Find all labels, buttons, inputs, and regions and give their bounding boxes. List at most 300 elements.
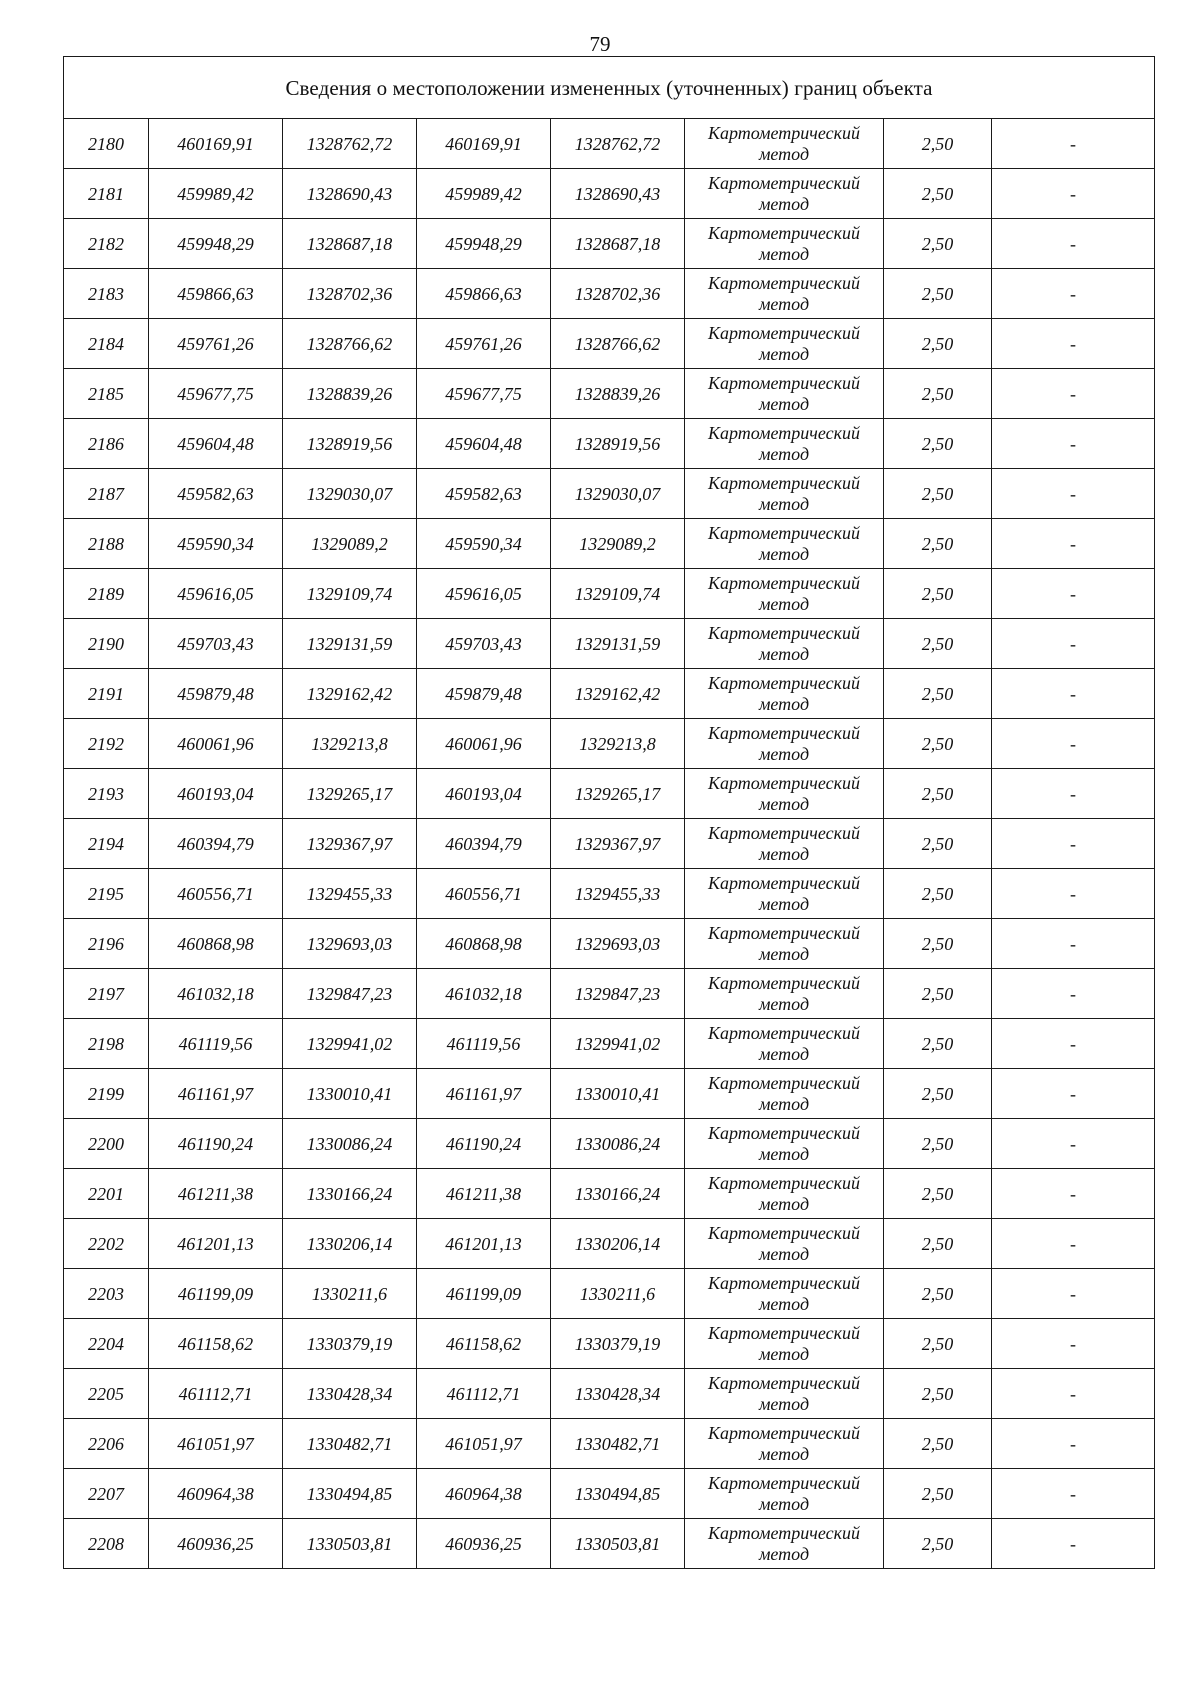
method-cell: [685, 319, 884, 369]
method-cell: [685, 1419, 884, 1469]
point-number-cell: 2205: [64, 1369, 149, 1419]
table-row: [64, 1519, 1155, 1569]
method-line-1: Картометрический: [707, 1222, 860, 1243]
x-new-cell: 459948,29: [417, 219, 551, 269]
y-new-cell: 1329162,42: [551, 669, 685, 719]
method-cell: [685, 1219, 884, 1269]
point-number-cell: 2186: [64, 419, 149, 469]
method-line-1: Картометрический: [707, 872, 860, 893]
method-line-1: Картометрический: [707, 1472, 860, 1493]
x-new-cell: 459866,63: [417, 269, 551, 319]
x-existing-cell: 461112,71: [149, 1369, 283, 1419]
precision-cell: 2,50: [884, 869, 992, 919]
description-cell: -: [992, 969, 1155, 1019]
method-cell: [685, 169, 884, 219]
table-row: [64, 1169, 1155, 1219]
method-line-1: Картометрический: [707, 422, 860, 443]
description-cell: -: [992, 1519, 1155, 1569]
table-row: [64, 369, 1155, 419]
x-new-cell: 460061,96: [417, 719, 551, 769]
method-line-2: метод: [758, 493, 810, 514]
table-row: [64, 669, 1155, 719]
y-new-cell: 1330379,19: [551, 1319, 685, 1369]
x-existing-cell: 459879,48: [149, 669, 283, 719]
point-number-cell: 2203: [64, 1269, 149, 1319]
method-line-1: Картометрический: [707, 1072, 860, 1093]
y-existing-cell: 1329030,07: [283, 469, 417, 519]
method-line-2: метод: [758, 1493, 810, 1514]
y-existing-cell: 1330010,41: [283, 1069, 417, 1119]
description-cell: -: [992, 419, 1155, 469]
y-new-cell: 1329131,59: [551, 619, 685, 669]
point-number-cell: 2187: [64, 469, 149, 519]
x-new-cell: 461158,62: [417, 1319, 551, 1369]
description-cell: -: [992, 469, 1155, 519]
method-line-1: Картометрический: [707, 1272, 860, 1293]
method-cell: [685, 1519, 884, 1569]
table-row: [64, 1119, 1155, 1169]
x-existing-cell: 460964,38: [149, 1469, 283, 1519]
x-existing-cell: 461032,18: [149, 969, 283, 1019]
y-new-cell: 1328839,26: [551, 369, 685, 419]
method-line-1: Картометрический: [707, 1122, 860, 1143]
x-existing-cell: 460193,04: [149, 769, 283, 819]
precision-cell: 2,50: [884, 1419, 992, 1469]
table-row: [64, 1419, 1155, 1469]
point-number-cell: 2191: [64, 669, 149, 719]
precision-cell: 2,50: [884, 169, 992, 219]
x-new-cell: 460964,38: [417, 1469, 551, 1519]
method-cell: [685, 219, 884, 269]
point-number-cell: 2193: [64, 769, 149, 819]
method-cell: [685, 1119, 884, 1169]
y-existing-cell: 1330206,14: [283, 1219, 417, 1269]
precision-cell: 2,50: [884, 769, 992, 819]
method-cell: [685, 419, 884, 469]
x-existing-cell: 459866,63: [149, 269, 283, 319]
method-line-2: метод: [758, 1043, 810, 1064]
y-existing-cell: 1328919,56: [283, 419, 417, 469]
description-cell: -: [992, 519, 1155, 569]
point-number-cell: 2182: [64, 219, 149, 269]
description-cell: -: [992, 819, 1155, 869]
table-row: [64, 169, 1155, 219]
y-existing-cell: 1329941,02: [283, 1019, 417, 1069]
x-existing-cell: 460556,71: [149, 869, 283, 919]
method-line-1: Картометрический: [707, 972, 860, 993]
point-number-cell: 2184: [64, 319, 149, 369]
point-number-cell: 2204: [64, 1319, 149, 1369]
x-existing-cell: 461199,09: [149, 1269, 283, 1319]
table-row: [64, 1369, 1155, 1419]
method-line-1: Картометрический: [707, 1422, 860, 1443]
x-new-cell: 460394,79: [417, 819, 551, 869]
x-existing-cell: 459703,43: [149, 619, 283, 669]
y-new-cell: 1329265,17: [551, 769, 685, 819]
point-number-cell: 2190: [64, 619, 149, 669]
method-line-2: метод: [758, 593, 810, 614]
y-new-cell: 1330166,24: [551, 1169, 685, 1219]
method-line-2: метод: [758, 643, 810, 664]
point-number-cell: 2194: [64, 819, 149, 869]
precision-cell: 2,50: [884, 369, 992, 419]
table-row: [64, 1319, 1155, 1369]
x-existing-cell: 461161,97: [149, 1069, 283, 1119]
y-new-cell: 1330086,24: [551, 1119, 685, 1169]
y-existing-cell: 1330211,6: [283, 1269, 417, 1319]
y-new-cell: 1330482,71: [551, 1419, 685, 1469]
method-cell: [685, 119, 884, 169]
precision-cell: 2,50: [884, 1319, 992, 1369]
method-line-1: Картометрический: [707, 1172, 860, 1193]
method-line-2: метод: [758, 1243, 810, 1264]
y-existing-cell: 1329693,03: [283, 919, 417, 969]
method-cell: [685, 1469, 884, 1519]
method-cell: [685, 269, 884, 319]
x-existing-cell: 460169,91: [149, 119, 283, 169]
x-existing-cell: 461190,24: [149, 1119, 283, 1169]
precision-cell: 2,50: [884, 1169, 992, 1219]
description-cell: -: [992, 869, 1155, 919]
method-line-1: Картометрический: [707, 472, 860, 493]
point-number-cell: 2202: [64, 1219, 149, 1269]
precision-cell: 2,50: [884, 469, 992, 519]
method-line-2: метод: [758, 843, 810, 864]
method-line-1: Картометрический: [707, 172, 860, 193]
method-cell: [685, 1169, 884, 1219]
y-new-cell: 1330010,41: [551, 1069, 685, 1119]
y-existing-cell: 1330428,34: [283, 1369, 417, 1419]
x-existing-cell: 460394,79: [149, 819, 283, 869]
y-new-cell: 1330211,6: [551, 1269, 685, 1319]
description-cell: -: [992, 1119, 1155, 1169]
x-new-cell: 459879,48: [417, 669, 551, 719]
y-new-cell: 1329109,74: [551, 569, 685, 619]
point-number-cell: 2196: [64, 919, 149, 969]
table-row: [64, 919, 1155, 969]
precision-cell: 2,50: [884, 969, 992, 1019]
method-line-2: метод: [758, 443, 810, 464]
point-number-cell: 2185: [64, 369, 149, 419]
table-row: [64, 819, 1155, 869]
y-new-cell: 1329367,97: [551, 819, 685, 869]
x-new-cell: 459703,43: [417, 619, 551, 669]
y-existing-cell: 1330482,71: [283, 1419, 417, 1469]
x-new-cell: 460556,71: [417, 869, 551, 919]
method-cell: [685, 1069, 884, 1119]
y-new-cell: 1328919,56: [551, 419, 685, 469]
precision-cell: 2,50: [884, 819, 992, 869]
method-line-2: метод: [758, 243, 810, 264]
table-row: [64, 719, 1155, 769]
description-cell: -: [992, 1069, 1155, 1119]
x-existing-cell: 459677,75: [149, 369, 283, 419]
point-number-cell: 2198: [64, 1019, 149, 1069]
description-cell: -: [992, 1319, 1155, 1369]
y-new-cell: 1330428,34: [551, 1369, 685, 1419]
y-new-cell: 1329030,07: [551, 469, 685, 519]
method-line-1: Картометрический: [707, 772, 860, 793]
method-line-1: Картометрический: [707, 722, 860, 743]
point-number-cell: 2195: [64, 869, 149, 919]
table-row: [64, 419, 1155, 469]
x-existing-cell: 461119,56: [149, 1019, 283, 1069]
table-row: [64, 969, 1155, 1019]
point-number-cell: 2199: [64, 1069, 149, 1119]
y-existing-cell: 1328690,43: [283, 169, 417, 219]
point-number-cell: 2180: [64, 119, 149, 169]
table-row: [64, 869, 1155, 919]
method-line-1: Картометрический: [707, 672, 860, 693]
x-new-cell: 460169,91: [417, 119, 551, 169]
y-existing-cell: 1330086,24: [283, 1119, 417, 1169]
method-line-1: Картометрический: [707, 1372, 860, 1393]
method-line-2: метод: [758, 393, 810, 414]
y-new-cell: 1329693,03: [551, 919, 685, 969]
y-new-cell: 1329941,02: [551, 1019, 685, 1069]
method-line-2: метод: [758, 1343, 810, 1364]
x-existing-cell: 461158,62: [149, 1319, 283, 1369]
y-new-cell: 1328687,18: [551, 219, 685, 269]
method-cell: [685, 1019, 884, 1069]
x-new-cell: 461112,71: [417, 1369, 551, 1419]
method-line-1: Картометрический: [707, 822, 860, 843]
x-existing-cell: 461201,13: [149, 1219, 283, 1269]
method-cell: [685, 1269, 884, 1319]
x-new-cell: 461199,09: [417, 1269, 551, 1319]
description-cell: -: [992, 669, 1155, 719]
precision-cell: 2,50: [884, 1269, 992, 1319]
y-existing-cell: 1328687,18: [283, 219, 417, 269]
description-cell: -: [992, 769, 1155, 819]
point-number-cell: 2183: [64, 269, 149, 319]
x-existing-cell: 460936,25: [149, 1519, 283, 1569]
method-cell: [685, 1369, 884, 1419]
method-line-2: метод: [758, 1293, 810, 1314]
method-line-1: Картометрический: [707, 1322, 860, 1343]
x-new-cell: 461201,13: [417, 1219, 551, 1269]
y-existing-cell: 1329213,8: [283, 719, 417, 769]
x-new-cell: 460868,98: [417, 919, 551, 969]
description-cell: -: [992, 1469, 1155, 1519]
table-row: [64, 569, 1155, 619]
y-existing-cell: 1328762,72: [283, 119, 417, 169]
method-cell: [685, 769, 884, 819]
point-number-cell: 2181: [64, 169, 149, 219]
method-cell: [685, 819, 884, 869]
precision-cell: 2,50: [884, 1219, 992, 1269]
description-cell: -: [992, 1419, 1155, 1469]
description-cell: -: [992, 169, 1155, 219]
method-line-1: Картометрический: [707, 372, 860, 393]
y-new-cell: 1329455,33: [551, 869, 685, 919]
x-new-cell: 461211,38: [417, 1169, 551, 1219]
precision-cell: 2,50: [884, 419, 992, 469]
point-number-cell: 2206: [64, 1419, 149, 1469]
point-number-cell: 2197: [64, 969, 149, 1019]
method-line-2: метод: [758, 1193, 810, 1214]
method-line-2: метод: [758, 1443, 810, 1464]
x-new-cell: 461119,56: [417, 1019, 551, 1069]
precision-cell: 2,50: [884, 1519, 992, 1569]
precision-cell: 2,50: [884, 1019, 992, 1069]
precision-cell: 2,50: [884, 219, 992, 269]
y-existing-cell: 1330503,81: [283, 1519, 417, 1569]
y-new-cell: 1328702,36: [551, 269, 685, 319]
x-new-cell: 459677,75: [417, 369, 551, 419]
method-cell: [685, 719, 884, 769]
description-cell: -: [992, 1269, 1155, 1319]
x-existing-cell: 459590,34: [149, 519, 283, 569]
description-cell: -: [992, 319, 1155, 369]
method-line-2: метод: [758, 1543, 810, 1564]
x-existing-cell: 459616,05: [149, 569, 283, 619]
table-row: [64, 1019, 1155, 1069]
table-row: [64, 319, 1155, 369]
method-line-2: метод: [758, 893, 810, 914]
method-line-1: Картометрический: [707, 1022, 860, 1043]
method-line-1: Картометрический: [707, 522, 860, 543]
method-line-2: метод: [758, 343, 810, 364]
table-title-row: [64, 57, 1155, 119]
description-cell: -: [992, 1019, 1155, 1069]
y-new-cell: 1330206,14: [551, 1219, 685, 1269]
method-line-1: Картометрический: [707, 622, 860, 643]
precision-cell: 2,50: [884, 519, 992, 569]
precision-cell: 2,50: [884, 319, 992, 369]
table-row: [64, 469, 1155, 519]
method-cell: [685, 469, 884, 519]
precision-cell: 2,50: [884, 669, 992, 719]
precision-cell: 2,50: [884, 619, 992, 669]
method-line-2: метод: [758, 193, 810, 214]
table-row: [64, 769, 1155, 819]
x-new-cell: 461161,97: [417, 1069, 551, 1119]
y-new-cell: 1330494,85: [551, 1469, 685, 1519]
y-existing-cell: 1329131,59: [283, 619, 417, 669]
x-existing-cell: 461051,97: [149, 1419, 283, 1469]
precision-cell: 2,50: [884, 919, 992, 969]
x-new-cell: 461051,97: [417, 1419, 551, 1469]
y-new-cell: 1329213,8: [551, 719, 685, 769]
precision-cell: 2,50: [884, 719, 992, 769]
x-existing-cell: 459761,26: [149, 319, 283, 369]
method-line-1: Картометрический: [707, 272, 860, 293]
method-line-1: Картометрический: [707, 322, 860, 343]
table-row: [64, 1219, 1155, 1269]
method-line-2: метод: [758, 693, 810, 714]
precision-cell: 2,50: [884, 569, 992, 619]
y-new-cell: 1328690,43: [551, 169, 685, 219]
method-line-2: метод: [758, 293, 810, 314]
point-number-cell: 2207: [64, 1469, 149, 1519]
y-existing-cell: 1328702,36: [283, 269, 417, 319]
point-number-cell: 2188: [64, 519, 149, 569]
y-existing-cell: 1329265,17: [283, 769, 417, 819]
method-line-2: метод: [758, 1393, 810, 1414]
x-new-cell: 461190,24: [417, 1119, 551, 1169]
method-cell: [685, 519, 884, 569]
precision-cell: 2,50: [884, 1069, 992, 1119]
table-row: [64, 219, 1155, 269]
x-existing-cell: 459604,48: [149, 419, 283, 469]
point-number-cell: 2200: [64, 1119, 149, 1169]
method-line-2: метод: [758, 543, 810, 564]
description-cell: -: [992, 269, 1155, 319]
y-existing-cell: 1330166,24: [283, 1169, 417, 1219]
x-new-cell: 459582,63: [417, 469, 551, 519]
table-row: [64, 1269, 1155, 1319]
table-row: [64, 269, 1155, 319]
method-line-1: Картометрический: [707, 922, 860, 943]
table-row: [64, 619, 1155, 669]
description-cell: -: [992, 369, 1155, 419]
x-new-cell: 459989,42: [417, 169, 551, 219]
point-number-cell: 2201: [64, 1169, 149, 1219]
x-new-cell: 460936,25: [417, 1519, 551, 1569]
method-cell: [685, 1319, 884, 1369]
x-existing-cell: 459989,42: [149, 169, 283, 219]
x-new-cell: 459616,05: [417, 569, 551, 619]
x-existing-cell: 459582,63: [149, 469, 283, 519]
description-cell: -: [992, 1369, 1155, 1419]
point-number-cell: 2208: [64, 1519, 149, 1569]
y-existing-cell: 1329367,97: [283, 819, 417, 869]
method-line-2: метод: [758, 743, 810, 764]
x-new-cell: 459761,26: [417, 319, 551, 369]
y-existing-cell: 1329109,74: [283, 569, 417, 619]
method-line-2: метод: [758, 143, 810, 164]
description-cell: -: [992, 1219, 1155, 1269]
point-number-cell: 2192: [64, 719, 149, 769]
method-line-1: Картометрический: [707, 222, 860, 243]
y-existing-cell: 1330379,19: [283, 1319, 417, 1369]
table-title: Сведения о местоположении измененных (уточненных) границ объекта: [64, 57, 1155, 119]
method-cell: [685, 369, 884, 419]
method-cell: [685, 669, 884, 719]
description-cell: -: [992, 119, 1155, 169]
y-existing-cell: 1328766,62: [283, 319, 417, 369]
y-existing-cell: 1330494,85: [283, 1469, 417, 1519]
x-new-cell: 461032,18: [417, 969, 551, 1019]
description-cell: -: [992, 919, 1155, 969]
x-existing-cell: 460868,98: [149, 919, 283, 969]
x-existing-cell: 460061,96: [149, 719, 283, 769]
method-cell: [685, 869, 884, 919]
x-existing-cell: 459948,29: [149, 219, 283, 269]
coordinates-table: [63, 56, 1155, 1569]
y-new-cell: 1328766,62: [551, 319, 685, 369]
y-existing-cell: 1329455,33: [283, 869, 417, 919]
y-new-cell: 1330503,81: [551, 1519, 685, 1569]
x-new-cell: 459590,34: [417, 519, 551, 569]
method-line-2: метод: [758, 943, 810, 964]
y-new-cell: 1328762,72: [551, 119, 685, 169]
method-line-1: Картометрический: [707, 122, 860, 143]
method-cell: [685, 969, 884, 1019]
method-cell: [685, 919, 884, 969]
page-number: 79: [589, 32, 611, 56]
description-cell: -: [992, 1169, 1155, 1219]
precision-cell: 2,50: [884, 1119, 992, 1169]
method-line-1: Картометрический: [707, 1522, 860, 1543]
method-line-2: метод: [758, 993, 810, 1014]
method-cell: [685, 619, 884, 669]
table-row: [64, 519, 1155, 569]
precision-cell: 2,50: [884, 1369, 992, 1419]
method-line-2: метод: [758, 1093, 810, 1114]
table-row: [64, 119, 1155, 169]
